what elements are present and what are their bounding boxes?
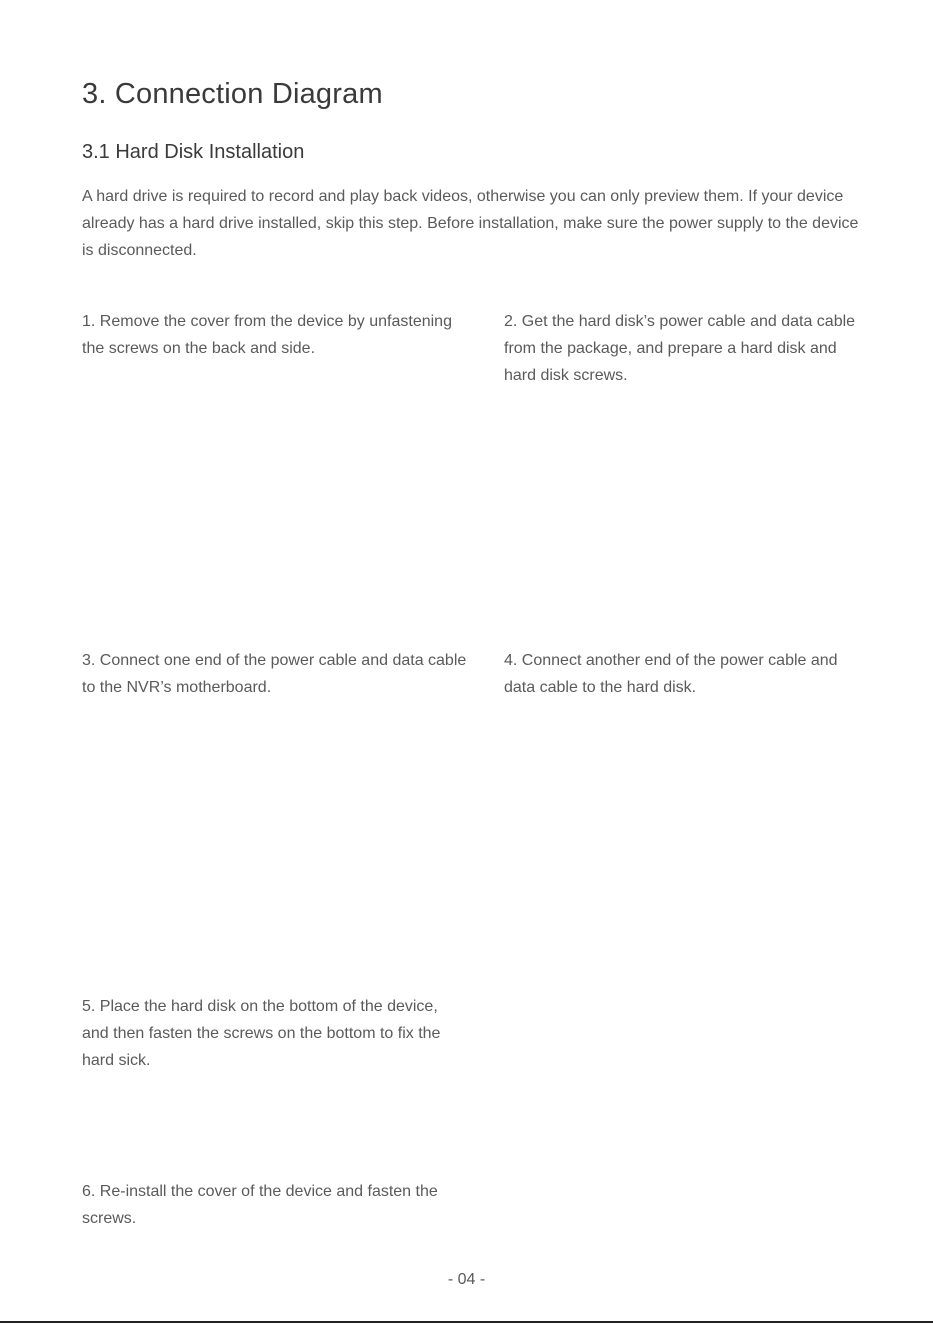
- step-6-text: 6. Re-install the cover of the device and fasten the screws.: [82, 1183, 438, 1227]
- step-5-text: 5. Place the hard disk on the bottom of the device, and then fasten the screws on the bottom to fix the hard sick.: [82, 998, 441, 1069]
- page-title: 3. Connection Diagram: [82, 78, 383, 110]
- page-number: - 04 -: [447, 1271, 486, 1288]
- step-1-text: 1. Remove the cover from the device by unfastening the screws on the back and side.: [82, 313, 452, 357]
- step-2-text: 2. Get the hard disk’s power cable and data cable from the package, and prepare a hard disk and hard disk screws.: [504, 313, 856, 384]
- intro-paragraph: A hard drive is required to record and play back videos, otherwise you can only preview them. If your device already has a hard drive installed, skip this step. Before installation, make sure the power supply to the device is disconnected.: [82, 188, 859, 259]
- step-4-text: 4. Connect another end of the power cable and data cable to the hard disk.: [504, 652, 838, 696]
- bottom-rule: [0, 1321, 933, 1323]
- step-3-text: 3. Connect one end of the power cable and data cable to the NVR’s motherboard.: [82, 652, 467, 696]
- section-title: 3.1 Hard Disk Installation: [82, 141, 305, 163]
